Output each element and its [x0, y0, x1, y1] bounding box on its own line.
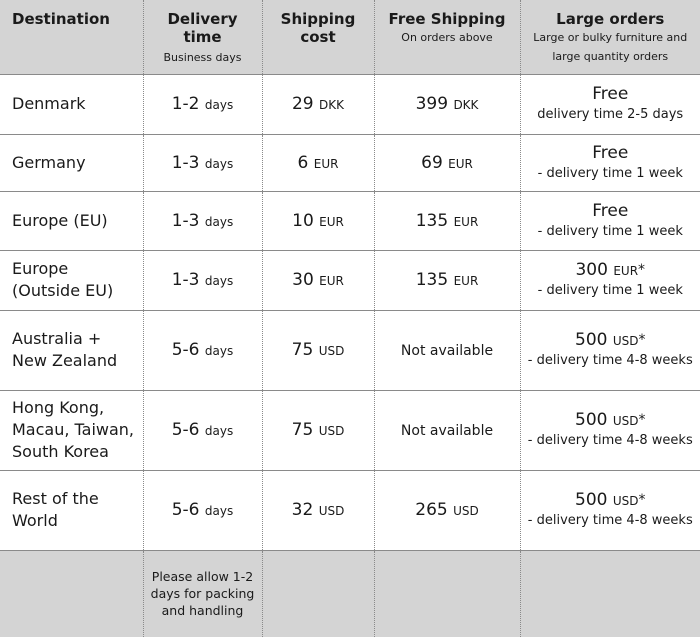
destination-cell: Europe (EU): [12, 210, 108, 230]
header-delivery-time: Delivery time Business days: [143, 0, 262, 74]
shipping-cost-cell: 10 EUR: [262, 191, 374, 250]
free-shipping-cell: 399 DKK: [374, 74, 520, 134]
header-large-orders: Large orders Large or bulky furniture and large quantity orders: [520, 0, 700, 74]
delivery-time-cell: 1-2 days: [143, 74, 262, 134]
table-row: [0, 250, 700, 310]
destination-cell: Germany: [12, 152, 86, 172]
table-row: [0, 470, 700, 550]
table-row: [0, 74, 700, 134]
header-row: [0, 0, 700, 74]
footer-row: [0, 550, 700, 637]
large-orders-cell: Free - delivery time 1 week: [520, 134, 700, 191]
delivery-time-cell: 1-3 days: [143, 191, 262, 250]
shipping-cost-cell: 75 USD: [262, 310, 374, 390]
header-free-shipping-sub: On orders above: [401, 31, 493, 44]
header-shipping-cost: Shipping cost: [262, 0, 374, 74]
free-shipping-cell: 135 EUR: [374, 250, 520, 310]
free-shipping-cell: 69 EUR: [374, 134, 520, 191]
large-orders-cell: 300 EUR* - delivery time 1 week: [520, 250, 700, 310]
table-row: [0, 191, 700, 250]
shipping-cost-cell: 32 USD: [262, 470, 374, 550]
destination-cell: Rest of the World: [12, 489, 99, 530]
large-orders-cell: 500 USD* - delivery time 4-8 weeks: [520, 390, 700, 470]
table-row: [0, 310, 700, 390]
shipping-cost-cell: 75 USD: [262, 390, 374, 470]
large-orders-cell: Free - delivery time 1 week: [520, 191, 700, 250]
shipping-cost-cell: 6 EUR: [262, 134, 374, 191]
footer-empty-cell: [0, 550, 143, 637]
delivery-time-cell: 1-3 days: [143, 250, 262, 310]
footer-empty-cell: [262, 550, 374, 637]
free-shipping-cell: 135 EUR: [374, 191, 520, 250]
free-shipping-cell: Not available: [374, 390, 520, 470]
shipping-cost-cell: 29 DKK: [262, 74, 374, 134]
header-free-shipping: Free Shipping On orders above: [374, 0, 520, 74]
delivery-time-cell: 5-6 days: [143, 470, 262, 550]
header-destination: Destination: [0, 0, 143, 74]
destination-cell: Australia + New Zealand: [12, 329, 118, 370]
header-large-orders-sub: Large or bulky furniture and large quantity orders: [533, 31, 688, 63]
large-orders-cell: Free delivery time 2-5 days: [520, 74, 700, 134]
free-shipping-cell: 265 USD: [374, 470, 520, 550]
table-row: [0, 390, 700, 470]
table-row: [0, 134, 700, 191]
footer-empty-cell: [374, 550, 520, 637]
destination-cell: Hong Kong, Macau, Taiwan, South Korea: [12, 398, 135, 461]
large-orders-cell: 500 USD* - delivery time 4-8 weeks: [520, 470, 700, 550]
free-shipping-cell: Not available: [374, 310, 520, 390]
destination-cell: Denmark: [12, 94, 86, 113]
packing-note: Please allow 1-2 days for packing and handling: [143, 550, 262, 637]
delivery-time-cell: 5-6 days: [143, 390, 262, 470]
large-orders-cell: 500 USD* - delivery time 4-8 weeks: [520, 310, 700, 390]
shipping-cost-cell: 30 EUR: [262, 250, 374, 310]
delivery-time-cell: 1-3 days: [143, 134, 262, 191]
delivery-time-cell: 5-6 days: [143, 310, 262, 390]
footer-empty-cell: [520, 550, 700, 637]
header-delivery-time-sub: Business days: [163, 51, 242, 64]
destination-cell: Europe (Outside EU): [12, 259, 114, 300]
